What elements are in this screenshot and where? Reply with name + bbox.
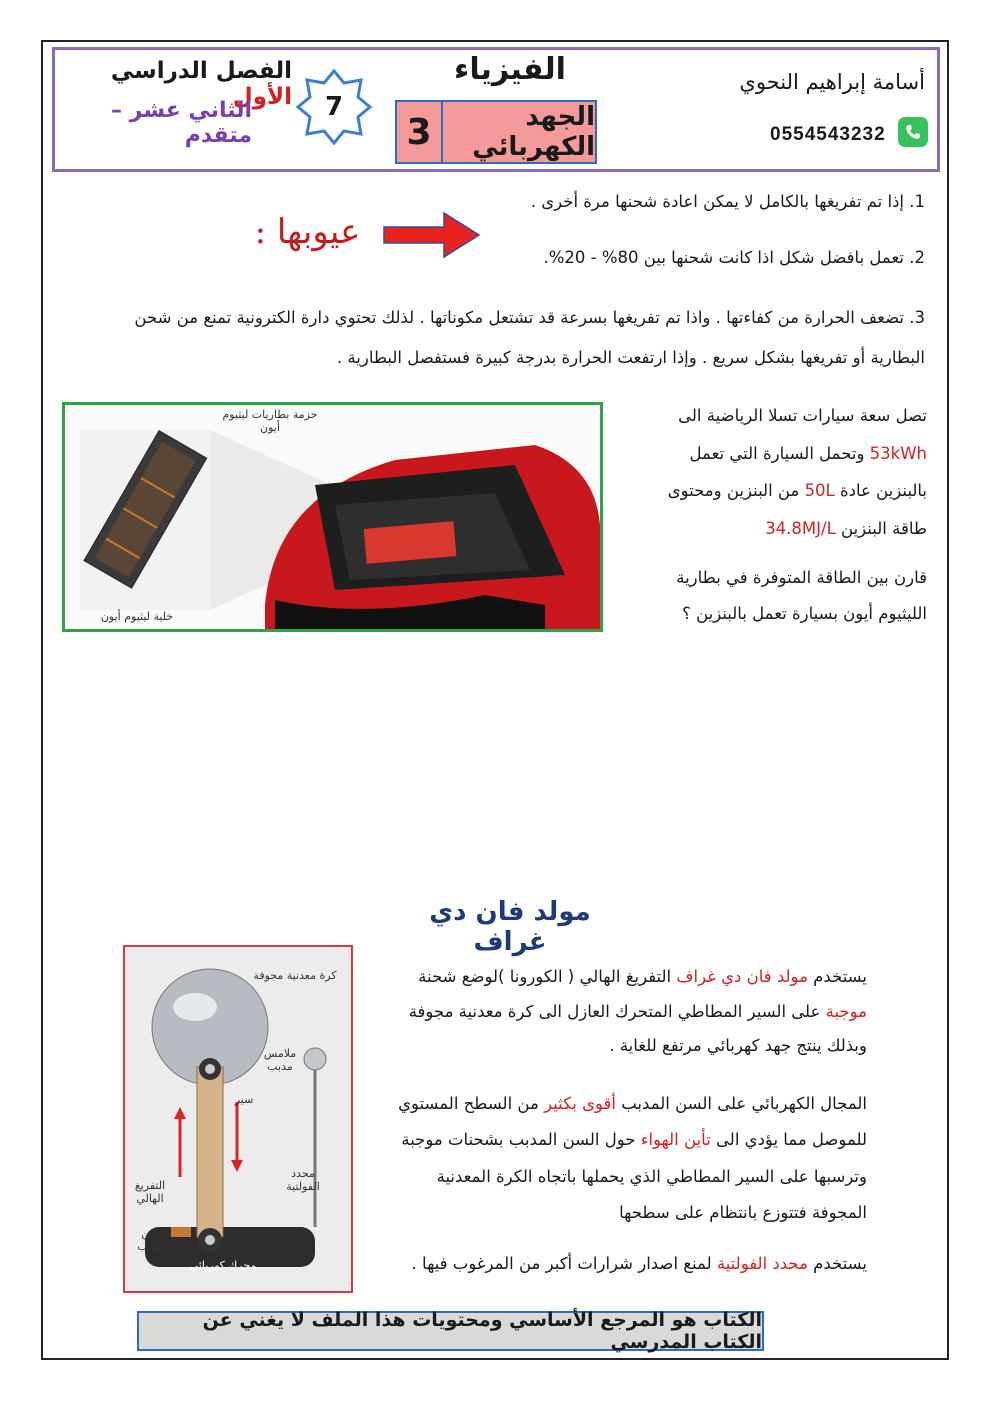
tesla-battery-image xyxy=(62,402,603,632)
grade-label: الثاني عشر – متقدم xyxy=(111,98,252,148)
flaw-item: 2. تعمل بافضل شكل اذا كانت شحنها بين 80% - 20%. xyxy=(543,248,925,267)
motor-caption: محرك كهربائي xyxy=(189,1259,257,1272)
limiter-caption: محدد الفولتية xyxy=(286,1167,320,1193)
corona-caption: التفريغ الهالي xyxy=(134,1179,166,1205)
tesla-text: تصل سعة سيارات تسلا الرياضية الى 53kWh وتحمل السيارة التي تعمل بالبنزين عادة 50L من البنزين ومحتوى طاقة البنزين 34.8MJ/L xyxy=(667,406,927,538)
sphere-caption: كرة معدنية مجوفة xyxy=(253,969,337,982)
cell-caption: خلية ليثيوم أيون xyxy=(100,610,174,623)
author-name: أسامة إبراهيم النحوي xyxy=(739,70,925,94)
arrow-icon xyxy=(382,210,482,260)
footer-note: الكتاب هو المرجع الأساسي ومحتويات هذا الملف لا يغني عن الكتاب المدرسي xyxy=(137,1311,764,1351)
flaw-item: 1. إذا تم تفريغها بالكامل لا يمكن اعادة شحنها مرة أخرى . xyxy=(530,192,925,211)
section-title: مولد فان دي غراف xyxy=(429,897,591,957)
flaw-item: 3. تضعف الحرارة من كفاءتها . واذا تم تفريغها بسرعة قد تشتعل مكوناتها . لذلك تحتوي دارة الكترونية تمنع من شحن البطارية أو تفريغها بشكل سريع . وإذا ارتفعت الحرارة بدرجة كبيرة فستفصل البطارية . xyxy=(134,308,925,367)
tesla-question: قارن بين الطاقة المتوفرة في بطارية الليثيوم أيون بسيارة تعمل بالبنزين ؟ xyxy=(676,568,927,624)
vdg-paragraph-1: يستخدم مولد فان دي غراف التفريغ الهالي ( الكورونا )لوضع شحنة موجبة على السير المطاطي المتحرك العازل الى كرة معدنية مجوفة وبذلك ينتج جهد كهربائي مرتفع للغاية . xyxy=(408,967,867,1056)
tip-caption: سن مدبب xyxy=(137,1227,163,1253)
lesson-number: 7 xyxy=(324,92,344,122)
unit-title: الجهد الكهربائي xyxy=(443,102,595,162)
battery-pack-caption: حزمة بطاريات ليثيوم أيون xyxy=(222,408,318,434)
contact-caption: ملامس مدبب xyxy=(263,1047,297,1073)
phone-number: 0554543232 xyxy=(770,124,886,145)
unit-number: 3 xyxy=(397,102,443,162)
van-de-graaff-image xyxy=(123,945,353,1293)
belt-caption: سير xyxy=(234,1093,254,1106)
lesson-badge xyxy=(295,68,373,146)
subject-title: الفيزياء xyxy=(454,52,566,87)
unit-box xyxy=(395,100,597,164)
semester-label: الفصل الدراسي الأول xyxy=(110,58,292,110)
vdg-paragraph-2: المجال الكهربائي على السن المدبب أقوى بكثير من السطح المستوي للموصل مما يؤدي الى تأين الهواء حول السن المدبب بشحنات موجبة وترسبها على السير المطاطي الذي يحملها باتجاه الكرة المعدنية المجوفة فتتوزع بانتظام على سطحها xyxy=(398,1094,867,1222)
flaws-label: عيوبها : xyxy=(254,212,361,252)
phone-icon xyxy=(898,117,928,147)
vdg-paragraph-3: يستخدم محدد الفولتية لمنع اصدار شرارات أكبر من المرغوب فيها . xyxy=(411,1254,867,1273)
